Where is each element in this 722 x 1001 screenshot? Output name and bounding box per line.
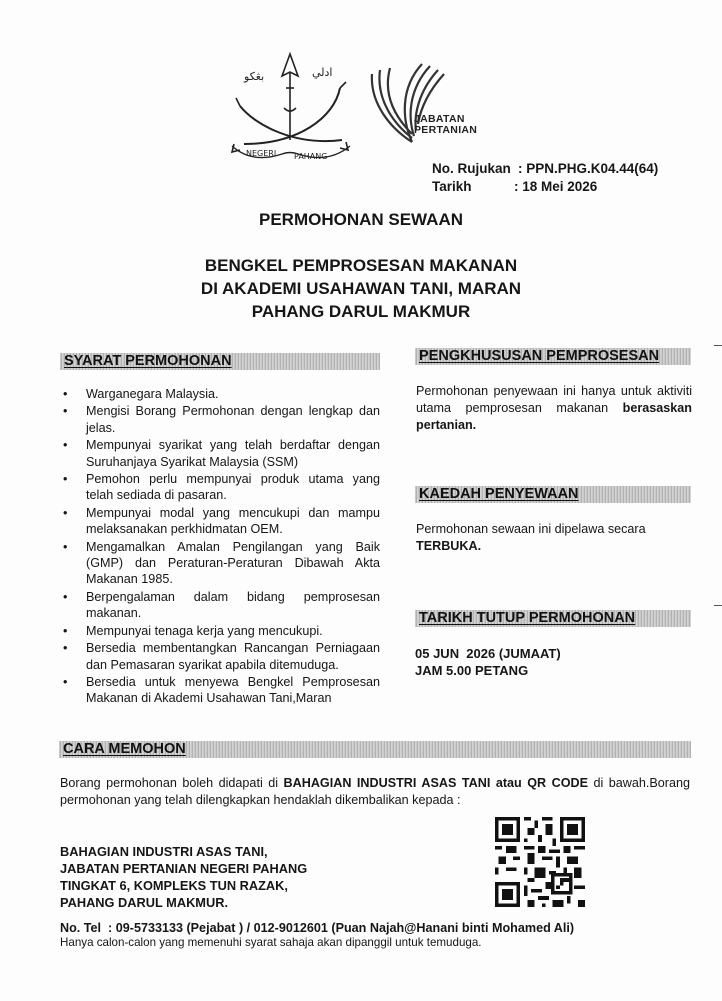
kaedah-heading: KAEDAH PENYEWAAN: [415, 486, 691, 503]
pahang-crest-logo: [226, 48, 354, 166]
scan-edge-mark: [714, 605, 722, 606]
agency-line1: JABATAN: [414, 113, 465, 125]
subtitle-line3: PAHANG DARUL MAKMUR: [251, 302, 471, 321]
pengkhususan-text: [416, 383, 692, 434]
kaedah-body: Permohonan sewaan ini dipelawa secara: [416, 522, 646, 536]
subtitle-line1: BENGKEL PEMPROSESAN MAKANAN: [204, 256, 518, 275]
crest-text-left: بڠكو: [244, 70, 265, 83]
ref-label: No. Rujukan: [432, 161, 511, 176]
contact-phone: No. Tel : 09-5733133 (Pejabat ) / 012-9012601 (Puan Najah@Hanani binti Mohamed Ali): [60, 921, 575, 935]
list-item: • Mempunyai modal yang mencukupi dan mampu melaksanakan perkhidmatan OEM.: [60, 505, 380, 538]
crest-ribbon-left: NEGERI: [246, 149, 277, 158]
list-item: • Warganegara Malaysia.: [60, 386, 380, 402]
cara-text-2: di bawah.Borang permohonan yang telah dilengkapkan hendaklah dikembalikan kepada :: [60, 776, 691, 807]
agency-line2: PERTANIAN: [414, 124, 478, 136]
cara-bold: BAHAGIAN INDUSTRI ASAS TANI atau QR CODE: [283, 776, 588, 790]
list-item: • Mengisi Borang Permohonan dengan lengkap dan jelas.: [60, 403, 380, 436]
list-item: • Mengamalkan Amalan Pengilangan yang Baik (GMP) dan Peraturan-Peraturan Dibawah Akta Makanan 1985.: [60, 539, 380, 588]
date-label: Tarikh: [432, 179, 472, 194]
closing-date-line2: JAM 5.00 PETANG: [415, 663, 529, 678]
cara-text-1: Borang permohonan boleh didapati di: [60, 776, 279, 790]
syarat-heading: SYARAT PERMOHONAN: [60, 353, 380, 370]
pengkhususan-body: Permohonan penyewaan ini hanya untuk aktiviti utama pemprosesan makanan: [416, 384, 692, 415]
document-subtitle: [0, 254, 722, 323]
agency-name: [414, 114, 477, 136]
kaedah-text: [416, 521, 692, 555]
interview-note: Hanya calon-calon yang memenuhi syarat sahaja akan dipanggil untuk temuduga.: [60, 936, 482, 949]
address-line1: BAHAGIAN INDUSTRI ASAS TANI,: [60, 844, 268, 859]
address-line3: TINGKAT 6, KOMPLEKS TUN RAZAK,: [60, 878, 288, 893]
list-item: • Pemohon perlu mempunyai produk utama yang telah sediada di pasaran.: [60, 471, 380, 504]
date-value: : 18 Mei 2026: [514, 179, 598, 194]
ref-value: : PPN.PHG.K04.44(64): [518, 161, 659, 176]
list-item: • Bersedia untuk menyewa Bengkel Pemprosesan Makanan di Akademi Usahawan Tani,Maran: [60, 674, 380, 707]
crest-ribbon-right: PAHANG: [294, 152, 328, 161]
address-line4: PAHANG DARUL MAKMUR.: [60, 895, 229, 910]
list-item: • Mempunyai tenaga kerja yang mencukupi.: [60, 623, 380, 639]
requirements-list: [60, 386, 380, 708]
cara-text: [60, 775, 690, 809]
reference-block: [432, 160, 658, 196]
address-line2: JABATAN PERTANIAN NEGERI PAHANG: [60, 861, 308, 876]
cara-heading: CARA MEMOHON: [59, 741, 691, 758]
list-item: • Berpengalaman dalam bidang pemprosesan makanan.: [60, 589, 380, 622]
qr-code[interactable]: [495, 817, 585, 907]
kaedah-bold: TERBUKA.: [416, 539, 482, 553]
closing-date-line1: 05 JUN 2026 (JUMAAT): [415, 646, 561, 661]
subtitle-line2: DI AKADEMI USAHAWAN TANI, MARAN: [200, 279, 522, 298]
closing-date: [415, 645, 691, 679]
list-item: • Bersedia membentangkan Rancangan Perniagaan dan Pemasaran syarikat apabila ditemuduga.: [60, 640, 380, 673]
crest-text-right: ادلي: [312, 66, 333, 79]
scan-edge-mark: [714, 345, 722, 346]
pengkhususan-bold: berasaskan pertanian.: [416, 401, 692, 432]
tarikh-tutup-heading: TARIKH TUTUP PERMOHONAN: [415, 610, 691, 627]
pengkhususan-heading: PENGKHUSUSAN PEMPROSESAN: [415, 348, 691, 365]
document-title: PERMOHONAN SEWAAN: [258, 210, 463, 229]
return-address: [60, 843, 307, 911]
list-item: • Mempunyai syarikat yang telah berdaftar dengan Suruhanjaya Syarikat Malaysia (SSM): [60, 437, 380, 470]
